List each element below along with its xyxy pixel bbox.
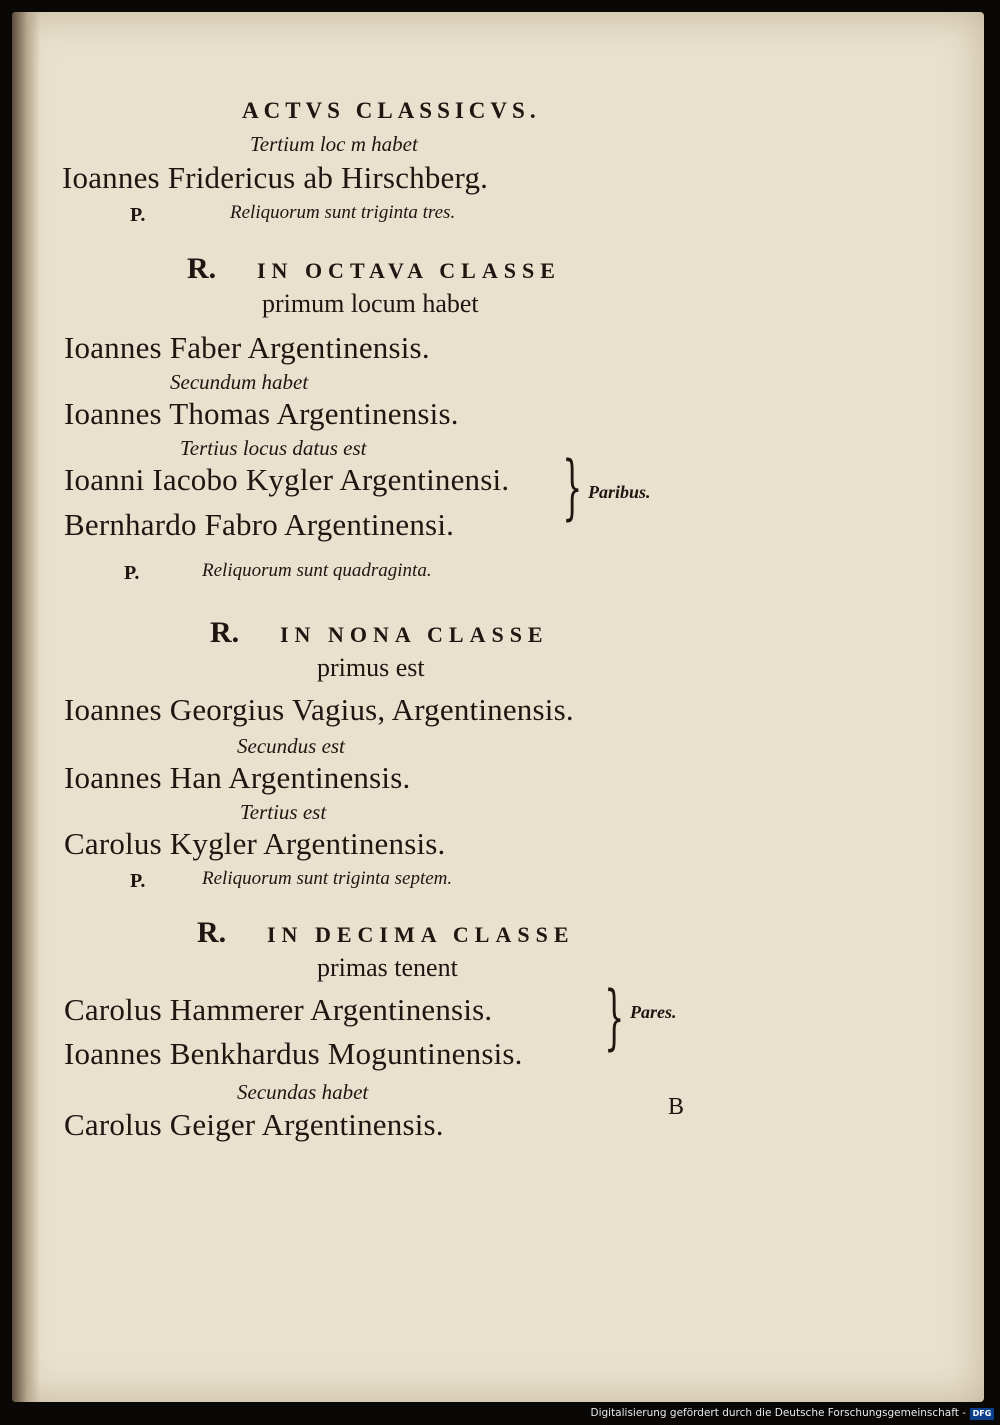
section7-remainder: Reliquorum sunt triginta tres. xyxy=(230,202,456,223)
section8-mark: R. xyxy=(187,252,217,285)
book-page xyxy=(12,12,984,1402)
running-header: ACTVS CLASSICVS. xyxy=(242,98,541,123)
section8-sub1: primum locum habet xyxy=(262,289,479,318)
section10-mark: R. xyxy=(197,916,227,949)
section7-mark: P. xyxy=(130,204,146,226)
section9-sub3: Tertius est xyxy=(240,800,327,824)
section10-sub2: Secundas habet xyxy=(237,1080,369,1104)
section9-sub2: Secundus est xyxy=(237,734,345,758)
section10-brace-label: Pares. xyxy=(630,1002,677,1022)
section8-name1: Ioannes Faber Argentinensis. xyxy=(64,330,430,365)
dfg-logo-icon: DFG xyxy=(970,1408,994,1420)
page-binding-shadow xyxy=(12,12,40,1402)
section10-sub1: primas tenent xyxy=(317,953,458,982)
section10-name2: Ioannes Benkhardus Moguntinensis. xyxy=(64,1036,523,1071)
section9-heading: IN NONA CLASSE xyxy=(280,622,549,647)
section9-mark2: P. xyxy=(130,870,146,892)
section9-remainder: Reliquorum sunt triginta septem. xyxy=(202,868,453,889)
section9-name3: Carolus Kygler Argentinensis. xyxy=(64,826,446,861)
section8-sub2: Secundum habet xyxy=(170,370,309,394)
section7-subheading: Tertium loc m habet xyxy=(250,132,418,156)
section8-name2: Ioannes Thomas Argentinensis. xyxy=(64,396,459,431)
footer-credit: Digitalisierung gefördert durch die Deutsche Forschungsgemeinschaft - xyxy=(590,1407,966,1419)
section8-brace-icon: } xyxy=(562,446,583,528)
section10-name3: Carolus Geiger Argentinensis. xyxy=(64,1107,444,1142)
section9-name1: Ioannes Georgius Vagius, Argentinensis. xyxy=(64,692,574,727)
section10-brace-icon: } xyxy=(604,976,625,1058)
section9-mark: R. xyxy=(210,616,240,649)
section8-brace-label: Paribus. xyxy=(588,482,651,502)
section8-sub3: Tertius locus datus est xyxy=(180,436,367,460)
section9-name2: Ioannes Han Argentinensis. xyxy=(64,760,411,795)
section10-name1: Carolus Hammerer Argentinensis. xyxy=(64,992,493,1027)
section9-sub1: primus est xyxy=(317,653,425,682)
section8-heading: IN OCTAVA CLASSE xyxy=(257,258,561,283)
section8-remainder: Reliquorum sunt quadraginta. xyxy=(202,560,432,581)
section10-heading: IN DECIMA CLASSE xyxy=(267,922,575,947)
section7-name: Ioannes Fridericus ab Hirschberg. xyxy=(62,160,489,195)
signature-mark: B xyxy=(668,1094,685,1120)
section8-name3: Ioanni Iacobo Kygler Argentinensi. xyxy=(64,462,510,497)
section8-mark2: P. xyxy=(124,562,140,584)
section8-name4: Bernhardo Fabro Argentinensi. xyxy=(64,507,455,542)
